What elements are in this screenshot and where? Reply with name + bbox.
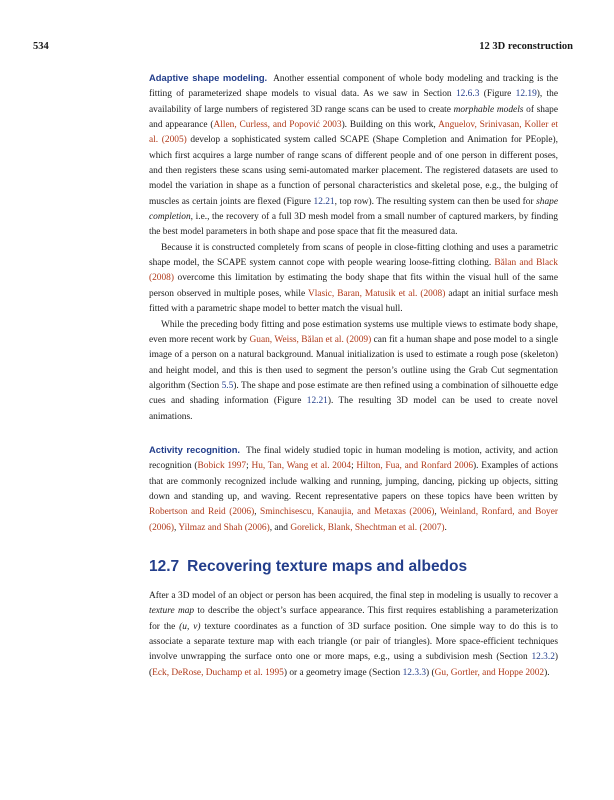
paragraph-scape-limits [149, 241, 558, 318]
text: can fit a human shape and pose model to a single image of a person on a natural background. Manual initialization is used to estimate a rough pose (skeleton) and height model, and this is then used to segment the person’s outline using the Grab Cut segmentation algorithm (Section [149, 334, 558, 391]
page-body [149, 70, 558, 681]
math-uv: (u, v) [179, 621, 201, 632]
figure-link[interactable]: 12.21 [306, 396, 328, 407]
citation-link[interactable]: Sminchisescu, Kanaujia, and Metaxas (2006) [260, 507, 435, 518]
section-title: Recovering texture maps and albedos [187, 557, 468, 575]
run-in-heading: Activity recognition. [149, 443, 241, 455]
figure-link[interactable]: 12.21 [313, 196, 335, 207]
text: Another essential component of whole body modeling and tracking is the fitting of parameterized shape models to visual data. As we saw in Section [149, 74, 559, 100]
emphasis: morphable models [453, 104, 524, 115]
text: develop a sophisticated system called SCAPE (Shape Completion and Animation for PEople), which first acquires a large number of range scans of different people and of one person in different poses, and then registers these scans using semi-automated marker placement. The registered datasets are used to model the variation in shape as a function of personal characteristics and skeletal pose, e.g., the bulging of muscles as certain joints are flexed (Figure [149, 135, 558, 207]
text: ) or a geometry image (Section [283, 667, 403, 678]
text: texture coordinates as a function of 3D surface position. One simple way to do this is to associate a separate texture map with each triangle (or pair of triangles). More space-efficient techniques involve unwrapping the surface onto one or more maps, e.g., using a subdivision mesh (Section [149, 621, 558, 663]
figure-link[interactable]: 12.19 [515, 89, 537, 100]
text: , and [269, 522, 291, 533]
paragraph-adaptive-shape [149, 70, 558, 241]
text: ). The shape and pose estimate are then refined using a combination of silhouette edge cues and shading information (Figure [149, 380, 559, 407]
citation-link[interactable]: Anguelov, Srinivasan, Koller et al. (2005) [149, 120, 558, 146]
citation-link[interactable]: Robertson and Reid (2006) [149, 507, 255, 518]
text: ), the availability of large numbers of registered 3D range scans can be used to create [149, 89, 558, 115]
text: overcome this limitation by estimating the body shape that fits within the visual hull of the same person observed in multiple poses, while [149, 273, 558, 299]
text: The final widely studied topic in human modeling is motion, activity, and action recognition ( [149, 445, 558, 472]
text: ; [351, 461, 357, 472]
text: After a 3D model of an object or person has been acquired, the final step in modeling is usually to recover a [149, 590, 558, 601]
text: Because it is constructed completely from scans of people in close-fitting clothing and uses a parametric shape model, the SCAPE system cannot cope with people wearing loose-fitting clothing. [149, 242, 558, 269]
text: to describe the object’s surface appearance. This first requires establishing a parameterization for the [149, 606, 559, 632]
text: , top row). The resulting system can then be used for [334, 196, 537, 207]
page-number: 534 [33, 41, 49, 52]
chapter-title: 12 3D reconstruction [479, 41, 573, 52]
text: ). The resulting 3D model can be used to create novel animations. [149, 396, 558, 422]
citation-link[interactable]: Gu, Gortler, and Hoppe 2002 [434, 667, 545, 678]
emphasis: shape completion [149, 196, 558, 223]
text: . [444, 522, 447, 533]
citation-link[interactable]: Bălan and Black (2008) [149, 258, 558, 284]
text: ). [544, 667, 550, 678]
citation-link[interactable]: Guan, Weiss, Bălan et al. (2009) [249, 334, 372, 345]
citation-link[interactable]: Hilton, Fua, and Ronfard 2006 [356, 461, 474, 472]
citation-link[interactable]: Hu, Tan, Wang et al. 2004 [251, 461, 352, 472]
text: , [174, 522, 179, 533]
citation-link[interactable]: Gorelick, Blank, Shechtman et al. (2007) [290, 522, 445, 533]
citation-link[interactable]: Weinland, Ronfard, and Boyer (2006) [149, 507, 558, 533]
text: ). Examples of actions that are commonly recognized include walking and running, jumping, dancing, picking up objects, sitting down and standing up, and waving. Recent representative papers on these topics have been written by [149, 461, 559, 502]
text: While the preceding body fitting and pose estimation systems use multiple views to estimate body shape, even more recent work by [149, 319, 558, 345]
section-link[interactable]: 12.6.3 [455, 89, 480, 100]
emphasis: texture map [149, 606, 195, 617]
text: ; [246, 461, 252, 472]
citation-link[interactable]: Allen, Curless, and Popović 2003 [213, 120, 342, 131]
text: of shape and appearance ( [149, 104, 558, 131]
running-header [33, 41, 573, 55]
paragraph-activity-recognition [149, 442, 558, 536]
text: ). Building on this work, [341, 120, 439, 131]
paragraph-texture-maps [149, 589, 558, 681]
citation-link[interactable]: Eck, DeRose, Duchamp et al. 1995 [152, 667, 284, 678]
text: , [254, 507, 261, 518]
text: adapt an initial surface mesh fitted with a parametric shape model to better match the visual hull. [149, 288, 559, 315]
text: , i.e., the recovery of a full 3D mesh model from a small number of captured markers, by finding the best model parameters in both shape and pose space that fit the measured data. [149, 212, 558, 238]
text: , [434, 507, 440, 518]
section-link[interactable]: 12.3.3 [402, 667, 427, 678]
section-link[interactable]: 5.5 [221, 380, 234, 391]
citation-link[interactable]: Vlasic, Baran, Matusik et al. (2008) [307, 288, 446, 299]
run-in-heading: Adaptive shape modeling. [149, 72, 268, 83]
text: ) ( [426, 667, 435, 678]
citation-link[interactable]: Yilmaz and Shah (2006) [178, 522, 270, 533]
section-number: 12.7 [149, 557, 180, 575]
paragraph-single-image [149, 318, 558, 425]
section-heading [149, 557, 558, 577]
text: ) ( [149, 652, 558, 678]
text: (Figure [479, 89, 516, 100]
citation-link[interactable]: Bobick 1997 [197, 461, 247, 472]
section-link[interactable]: 12.3.2 [531, 652, 555, 663]
